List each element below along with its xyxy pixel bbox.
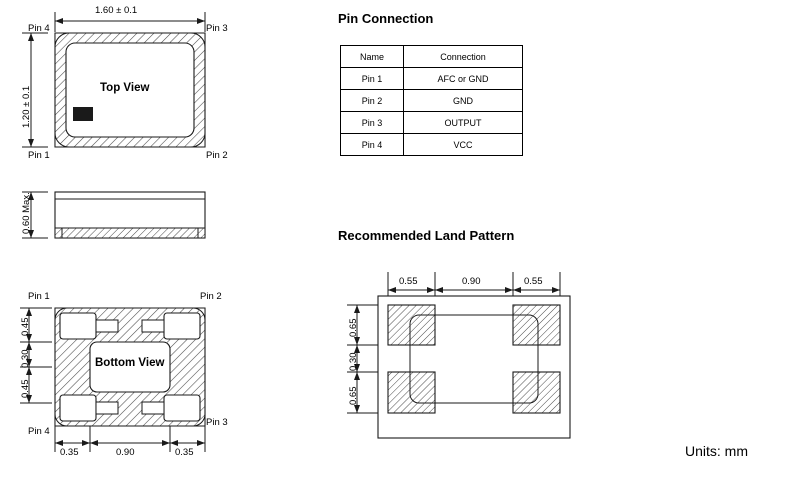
top-view-pin3-label: Pin 3 bbox=[206, 23, 228, 34]
top-view-pin1-label: Pin 1 bbox=[28, 150, 50, 161]
table-header-row bbox=[341, 46, 523, 68]
pin-connection-table-body bbox=[341, 46, 523, 156]
bottom-view-title: Bottom View bbox=[95, 357, 165, 369]
bottom-view-hdim-2: 0.90 bbox=[116, 447, 135, 458]
land-pattern-left-dim-3: 0.65 bbox=[348, 386, 359, 405]
bottom-view-pin4-label: Pin 4 bbox=[28, 426, 50, 437]
top-view-pin4-label: Pin 4 bbox=[28, 23, 50, 34]
table-header-cell: Name bbox=[341, 46, 404, 68]
table-row bbox=[341, 112, 523, 134]
table-cell: GND bbox=[404, 90, 523, 112]
table-cell: Pin 2 bbox=[341, 90, 404, 112]
land-pattern-top-dim-3: 0.55 bbox=[524, 276, 543, 287]
side-view-height-dimension: 0.60 Max. bbox=[21, 192, 32, 234]
table-cell: Pin 3 bbox=[341, 112, 404, 134]
table-cell: Pin 1 bbox=[341, 68, 404, 90]
top-view-title: Top View bbox=[100, 82, 150, 94]
bottom-view-vdim-3: 0.45 bbox=[20, 379, 31, 398]
table-header-cell: Connection bbox=[404, 46, 523, 68]
land-pattern-left-dim-1: 0.65 bbox=[348, 318, 359, 337]
top-view-height-dimension: 1.20 ± 0.1 bbox=[21, 85, 32, 128]
table-cell: AFC or GND bbox=[404, 68, 523, 90]
pin-connection-table bbox=[340, 45, 523, 156]
top-view-pin2-label: Pin 2 bbox=[206, 150, 228, 161]
table-cell: OUTPUT bbox=[404, 112, 523, 134]
land-pattern-heading: Recommended Land Pattern bbox=[338, 228, 515, 243]
bottom-view-vdim-1: 0.45 bbox=[20, 317, 31, 336]
bottom-view-pin1-label: Pin 1 bbox=[28, 291, 50, 302]
bottom-view-hdim-1: 0.35 bbox=[60, 447, 79, 458]
units-note: Units: mm bbox=[685, 443, 748, 459]
table-cell: VCC bbox=[404, 134, 523, 156]
top-view-width-dimension: 1.60 ± 0.1 bbox=[95, 5, 138, 16]
table-row bbox=[341, 134, 523, 156]
table-row bbox=[341, 68, 523, 90]
bottom-view-hdim-3: 0.35 bbox=[175, 447, 194, 458]
bottom-view-vdim-2: 0.30 bbox=[20, 349, 31, 368]
bottom-view-pin3-label: Pin 3 bbox=[206, 417, 228, 428]
bottom-view-pin2-label: Pin 2 bbox=[200, 291, 222, 302]
pin-connection-heading: Pin Connection bbox=[338, 11, 434, 26]
land-pattern-top-dim-2: 0.90 bbox=[462, 276, 481, 287]
table-cell: Pin 4 bbox=[341, 134, 404, 156]
land-pattern-left-dim-2: 0.30 bbox=[348, 352, 359, 371]
land-pattern-top-dim-1: 0.55 bbox=[399, 276, 418, 287]
table-row bbox=[341, 90, 523, 112]
